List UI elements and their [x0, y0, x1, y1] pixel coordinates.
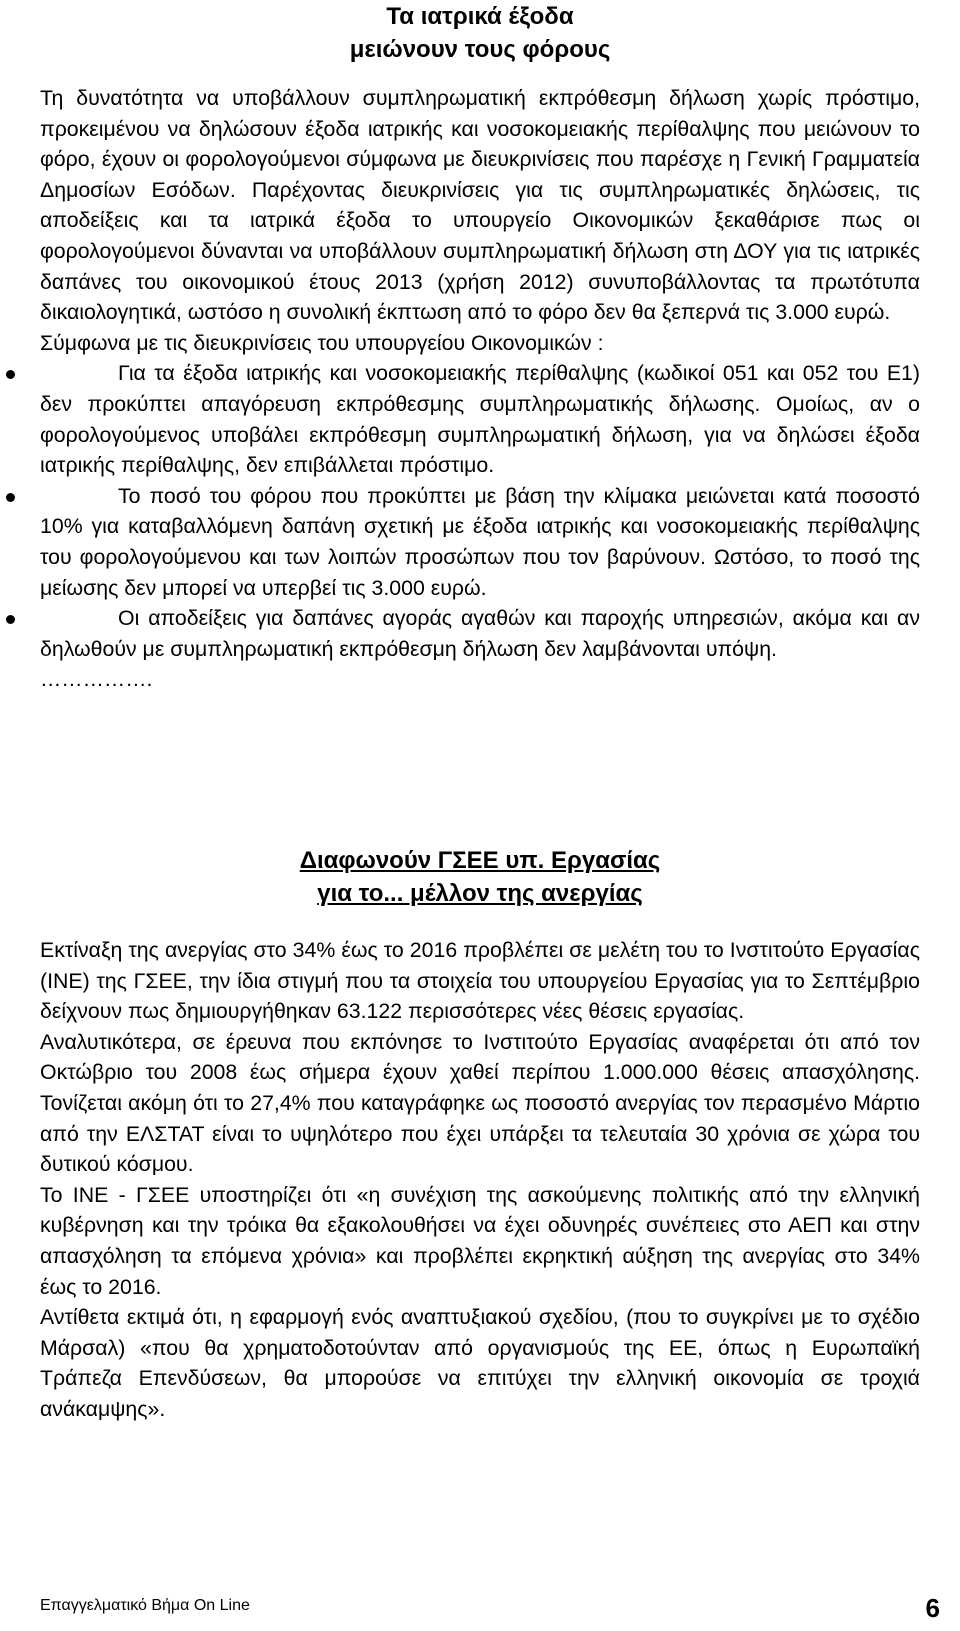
title-line-2: για το... μέλλον της ανεργίας — [317, 880, 643, 907]
paragraph: Εκτίναξη της ανεργίας στο 34% έως το 2016 προβλέπει σε μελέτη του το Ινστιτούτο Εργασίας (ΙΝΕ) της ΓΣΕΕ, την ίδια στιγμή που τα στοιχεία του υπουργείου Εργασίας για το Σεπτέμβριο δείχνουν πως δημιουργήθηκαν 63.122 περισσότερες νέες θέσεις εργασίας. — [40, 938, 920, 1024]
paragraph: Σύμφωνα με τις διευκρινίσεις του υπουργείου Οικονομικών : — [40, 330, 604, 355]
bullet-icon — [6, 615, 15, 624]
title-line-1: Τα ιατρικά έξοδα — [386, 3, 574, 30]
bullet-icon — [6, 493, 15, 502]
paragraph: Αντίθετα εκτιμά ότι, η εφαρμογή ενός αναπτυξιακού σχεδίου, (που το συγκρίνει με το σχέδιο Μάρσαλ) «που θα χρηματοδοτούνταν από οργανισμούς της ΕΕ, όπως η Ευρωπαϊκή Τράπεζα Επενδύσεων, θα μπορούσε να επιτύχει την ελληνική οικονομία σε τροχιά ανάκαμψης». — [40, 1305, 920, 1421]
list-item — [40, 481, 920, 603]
paragraph: Αναλυτικότερα, σε έρευνα που εκπόνησε το Ινστιτούτο Εργασίας αναφέρεται ότι από τον Οκτώβριο του 2008 έως σήμερα έχουν χαθεί περίπου 1.000.000 θέσεις απασχόλησης. Τονίζεται ακόμη ότι το 27,4% που καταγράφηκε ως ποσοστό ανεργίας τον περασμένο Μάρτιο από την ΕΛΣΤΑΤ είναι το υψηλότερο που έχει υπάρξει τα τελευταία 30 χρόνια σε χώρα του δυτικού κόσμου. — [40, 1029, 920, 1177]
footer-publication: Επαγγελματικό Βήμα On Line — [40, 1597, 250, 1614]
list-item-text: Το ποσό του φόρου που προκύπτει με βάση την κλίμακα μειώνεται κατά ποσοστό 10% για καταβαλλόμενη δαπάνη σχετική με έξοδα ιατρικής και νοσοκομειακής περίθαλψης του φορολογούμενου και των λοιπών προσώπων που τον βαρύνουν. Ωστόσο, το ποσό της μείωσης δεν μπορεί να υπερβεί τις 3.000 ευρώ. — [40, 483, 920, 600]
list-item-text: Για τα έξοδα ιατρικής και νοσοκομειακής περίθαλψης (κωδικοί 051 και 052 του Ε1) δεν προκύπτει απαγόρευση εκπρόθεσμης συμπληρωματικής δήλωσης. Ομοίως, αν ο φορολογούμενος υποβάλει εκπρόθεσμη συμπληρωματική δήλωση, για να δηλώσει έξοδα ιατρικής περίθαλψης, δεν επιβάλλεται πρόστιμο. — [40, 361, 920, 478]
page-number: 6 — [925, 1593, 940, 1623]
article-body — [40, 83, 920, 695]
bullet-icon — [6, 370, 15, 379]
ellipsis: ……………. — [40, 667, 153, 692]
title-line-1: Διαφωνούν ΓΣΕΕ υπ. Εργασίας — [299, 847, 661, 874]
article-title — [0, 0, 960, 66]
list-item — [40, 603, 920, 664]
article-body — [40, 935, 920, 1425]
paragraph: Τη δυνατότητα να υποβάλλουν συμπληρωματική εκπρόθεσμη δήλωση χωρίς πρόστιμο, προκειμένου να δηλώσουν έξοδα ιατρικής και νοσοκομειακής περίθαλψης που μειώνουν το φόρο, έχουν οι φορολογούμενοι σύμφωνα με διευκρινίσεις που παρέσχε η Γενική Γραμματεία Δημοσίων Εσόδων. Παρέχοντας διευκρινίσεις για τις συμπληρωματικές δηλώσεις, τις αποδείξεις και τα ιατρικά έξοδα το υπουργείο Οικονομικών ξεκαθάρισε πως οι φορολογούμενοι δύνανται να υποβάλλουν συμπληρωματική δήλωση στη ΔΟΥ για τις ιατρικές δαπάνες του οικονομικού έτους 2013 (χρήση 2012) συνυποβάλλοντας τα πρωτότυπα δικαιολογητικά, ωστόσο η συνολική έκπτωση από το φόρο δεν θα ξεπερνά τις 3.000 ευρώ. — [40, 86, 920, 325]
list-item-text: Οι αποδείξεις για δαπάνες αγοράς αγαθών και παροχής υπηρεσιών, ακόμα και αν δηλωθούν με συμπληρωματική εκπρόθεσμη δήλωση δεν λαμβάνονται υπόψη. — [40, 606, 920, 661]
paragraph: Το ΙΝΕ - ΓΣΕΕ υποστηρίζει ότι «η συνέχιση της ασκούμενης πολιτικής από την ελληνική κυβέρνηση και την τρόικα θα εξακολουθήσει να έχει οδυνηρές συνέπειες στο ΑΕΠ και στην απασχόληση τα επόμενα χρόνια» και προβλέπει εκρηκτική αύξηση της ανεργίας στο 34% έως το 2016. — [40, 1182, 920, 1299]
title-line-2: μειώνουν τους φόρους — [349, 36, 611, 63]
bullet-list — [40, 358, 920, 664]
article-title — [0, 844, 960, 910]
list-item — [40, 358, 920, 480]
